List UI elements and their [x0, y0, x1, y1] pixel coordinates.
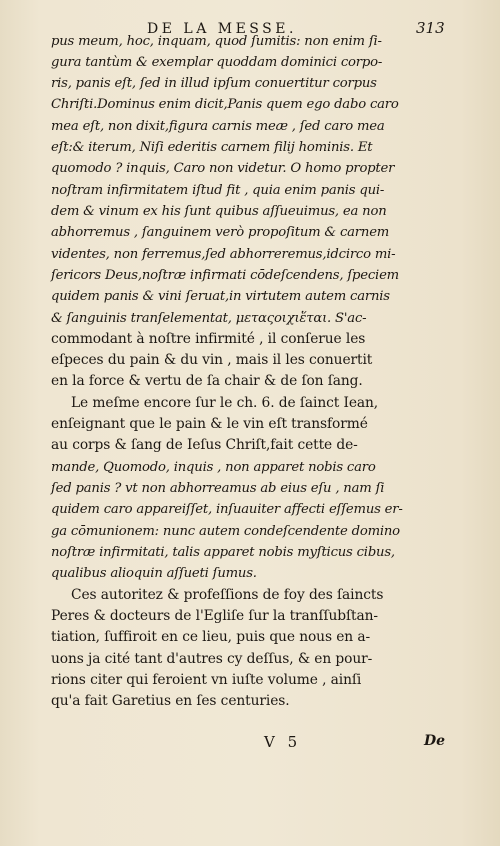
text-line: videntes, non ferremus,ſed abhorreremus,idcirco mi-: [51, 247, 396, 262]
text-line: qu'a fait Garetius en ſes centuries.: [51, 693, 290, 709]
text-line: pus meum, hoc, inquam, quod ſumitis: non enim ſi-: [51, 34, 382, 49]
text-line: uons ja cité tant d'autres cy deſſus, & en pour-: [51, 651, 373, 667]
text-line: rions citer qui feroient vn iuſte volume , ainſi: [51, 672, 362, 688]
text-line: mea eſt, non dixit,figura carnis meæ , ſed caro mea: [51, 119, 385, 134]
text-line: ris, panis eſt, ſed in illud ipſum conuertitur corpus: [51, 76, 377, 91]
text-line: noſtræ infirmitati, talis apparet nobis myſticus cibus,: [51, 545, 395, 560]
text-line: Chriſti.Dominus enim dicit,Panis quem ego dabo caro: [51, 97, 399, 112]
running-title: DE LA MESSE.: [147, 21, 297, 37]
text-line: eſt:& iterum, Niſi ederitis carnem filij hominis. Et: [51, 140, 373, 155]
text-line: noſtram infirmitatem iſtud fit , quia enim panis qui-: [51, 183, 385, 198]
text-line: ſed panis ? vt non abhorreamus ab eius eſu , nam ſi: [51, 481, 385, 496]
text-line: ſericors Deus,noſtræ infirmati cōdeſcendens, ſpeciem: [51, 268, 399, 283]
text-line: enſeignant que le pain & le vin eſt transformé: [51, 416, 368, 432]
text-line: au corps & ſang de Ieſus Chriſt,fait cette de-: [51, 437, 358, 453]
page-number: 313: [416, 19, 445, 37]
text-line: mande, Quomodo, inquis , non apparet nobis caro: [51, 460, 376, 475]
text-line: quomodo ? inquis, Caro non videtur. O homo propter: [51, 161, 395, 176]
text-line: dem & vinum ex his ſunt quibus aſſueuimus, ea non: [51, 204, 387, 219]
text-line: & ſanguinis tranſelementat, μεταςοιχιἕται. S'ac-: [51, 311, 367, 326]
text-line: eſpeces du pain & du vin , mais il les conuertit: [51, 352, 373, 368]
text-line: quidem caro appareiſſet, inſuauiter affecti eſſemus er-: [51, 502, 403, 517]
catchword: De: [424, 733, 446, 749]
text-line: tiation, ſuffiroit en ce lieu, puis que nous en a-: [51, 629, 371, 645]
text-line: quidem panis & vini ſeruat,in virtutem autem carnis: [51, 289, 390, 304]
text-line: commodant à noſtre infirmité , il conſerue les: [51, 331, 366, 347]
text-line: gura tantùm & exemplar quoddam dominici corpo-: [51, 55, 383, 70]
paragraph-start-line: Le meſme encore ſur le ch. 6. de ſainct Iean,: [71, 395, 379, 411]
text-line: Peres & docteurs de l'Egliſe ſur la tranſſubſtan-: [51, 608, 378, 624]
signature-mark: V 5: [264, 733, 302, 751]
text-line: ga cōmunionem: nunc autem condeſcendente domino: [51, 524, 400, 539]
paragraph-start-line: Ces autoritez & profeſſions de foy des ſaincts: [71, 587, 384, 603]
text-line: en la force & vertu de ſa chair & de ſon ſang.: [51, 373, 363, 389]
text-line: qualibus alioquin aſſueti ſumus.: [51, 566, 257, 581]
text-line: abhorremus , ſanguinem verò propoſitum & carnem: [51, 225, 390, 240]
